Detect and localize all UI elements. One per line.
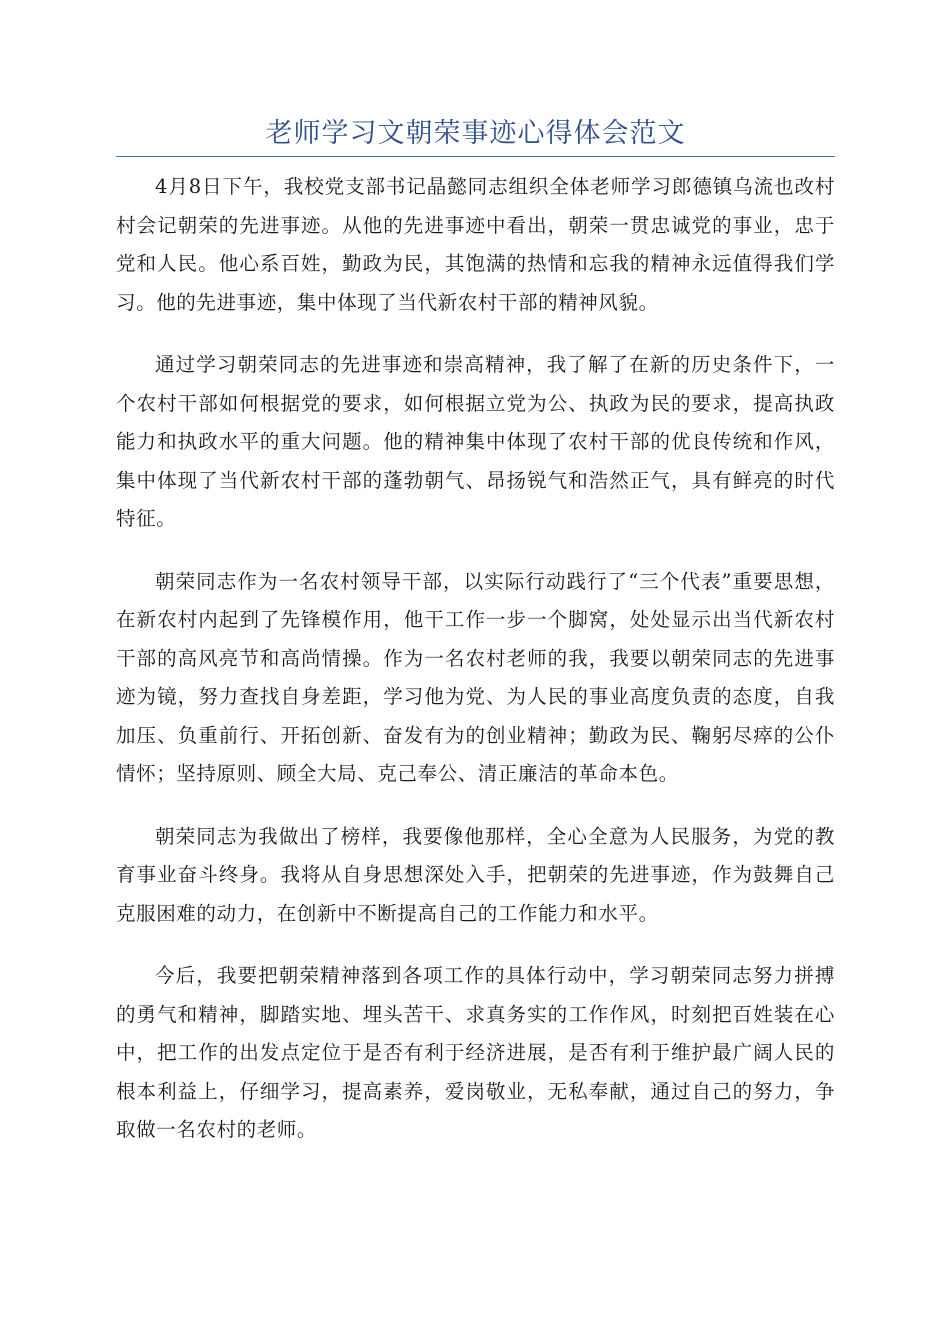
paragraph-2: 通过学习朝荣同志的先进事迹和崇高精神，我了解了在新的历史条件下，一个农村干部如何根据党的要求，如何根据立党为公、执政为民的要求，提高执政能力和执政水平的重大问题。他的精神集中体现了农村干部的优良传统和作风，集中体现了当代新农村干部的蓬勃朝气、昂扬锐气和浩然正气，具有鲜亮的时代特征。	[116, 353, 835, 530]
title-block	[116, 112, 835, 157]
document-body	[116, 168, 835, 1174]
paragraph-3: 朝荣同志作为一名农村领导干部，以实际行动践行了“三个代表”重要思想，在新农村内起到了先锋模作用，他干工作一步一个脚窝，处处显示出当代新农村干部的高风亮节和高尚情操。作为一名农村老师的我，我要以朝荣同志的先进事迹为镜，努力查找自身差距，学习他为党、为人民的事业高度负责的态度，自我加压、负重前行、开拓创新、奋发有为的创业精神；勤政为民、鞠躬尽瘁的公仆情怀；坚持原则、顾全大局、克己奉公、清正廉洁的革命本色。	[116, 569, 835, 785]
paragraph-1: 4月8日下午，我校党支部书记晶懿同志组织全体老师学习郎德镇乌流也改村村会记朝荣的先进事迹。从他的先进事迹中看出，朝荣一贯忠诚党的事业，忠于党和人民。他心系百姓，勤政为民，其饱满的热情和忘我的精神永远值得我们学习。他的先进事迹，集中体现了当代新农村干部的精神风貌。	[116, 175, 835, 314]
paragraph-5: 今后，我要把朝荣精神落到各项工作的具体行动中，学习朝荣同志努力拼搏的勇气和精神，脚踏实地、埋头苦干、求真务实的工作作风，时刻把百姓装在心中，把工作的出发点定位于是否有利于经济进展，是否有利于维护最广阔人民的根本利益上，仔细学习，提高素养，爱岗敬业，无私奉献，通过自己的努力，争取做一名农村的老师。	[116, 964, 835, 1141]
paragraph-4: 朝荣同志为我做出了榜样，我要像他那样，全心全意为人民服务，为党的教育事业奋斗终身。我将从自身思想深处入手，把朝荣的先进事迹，作为鼓舞自己克服困难的动力，在创新中不断提高自己的工作能力和水平。	[116, 824, 835, 925]
document-title: 老师学习文朝荣事迹心得体会范文	[265, 118, 686, 149]
